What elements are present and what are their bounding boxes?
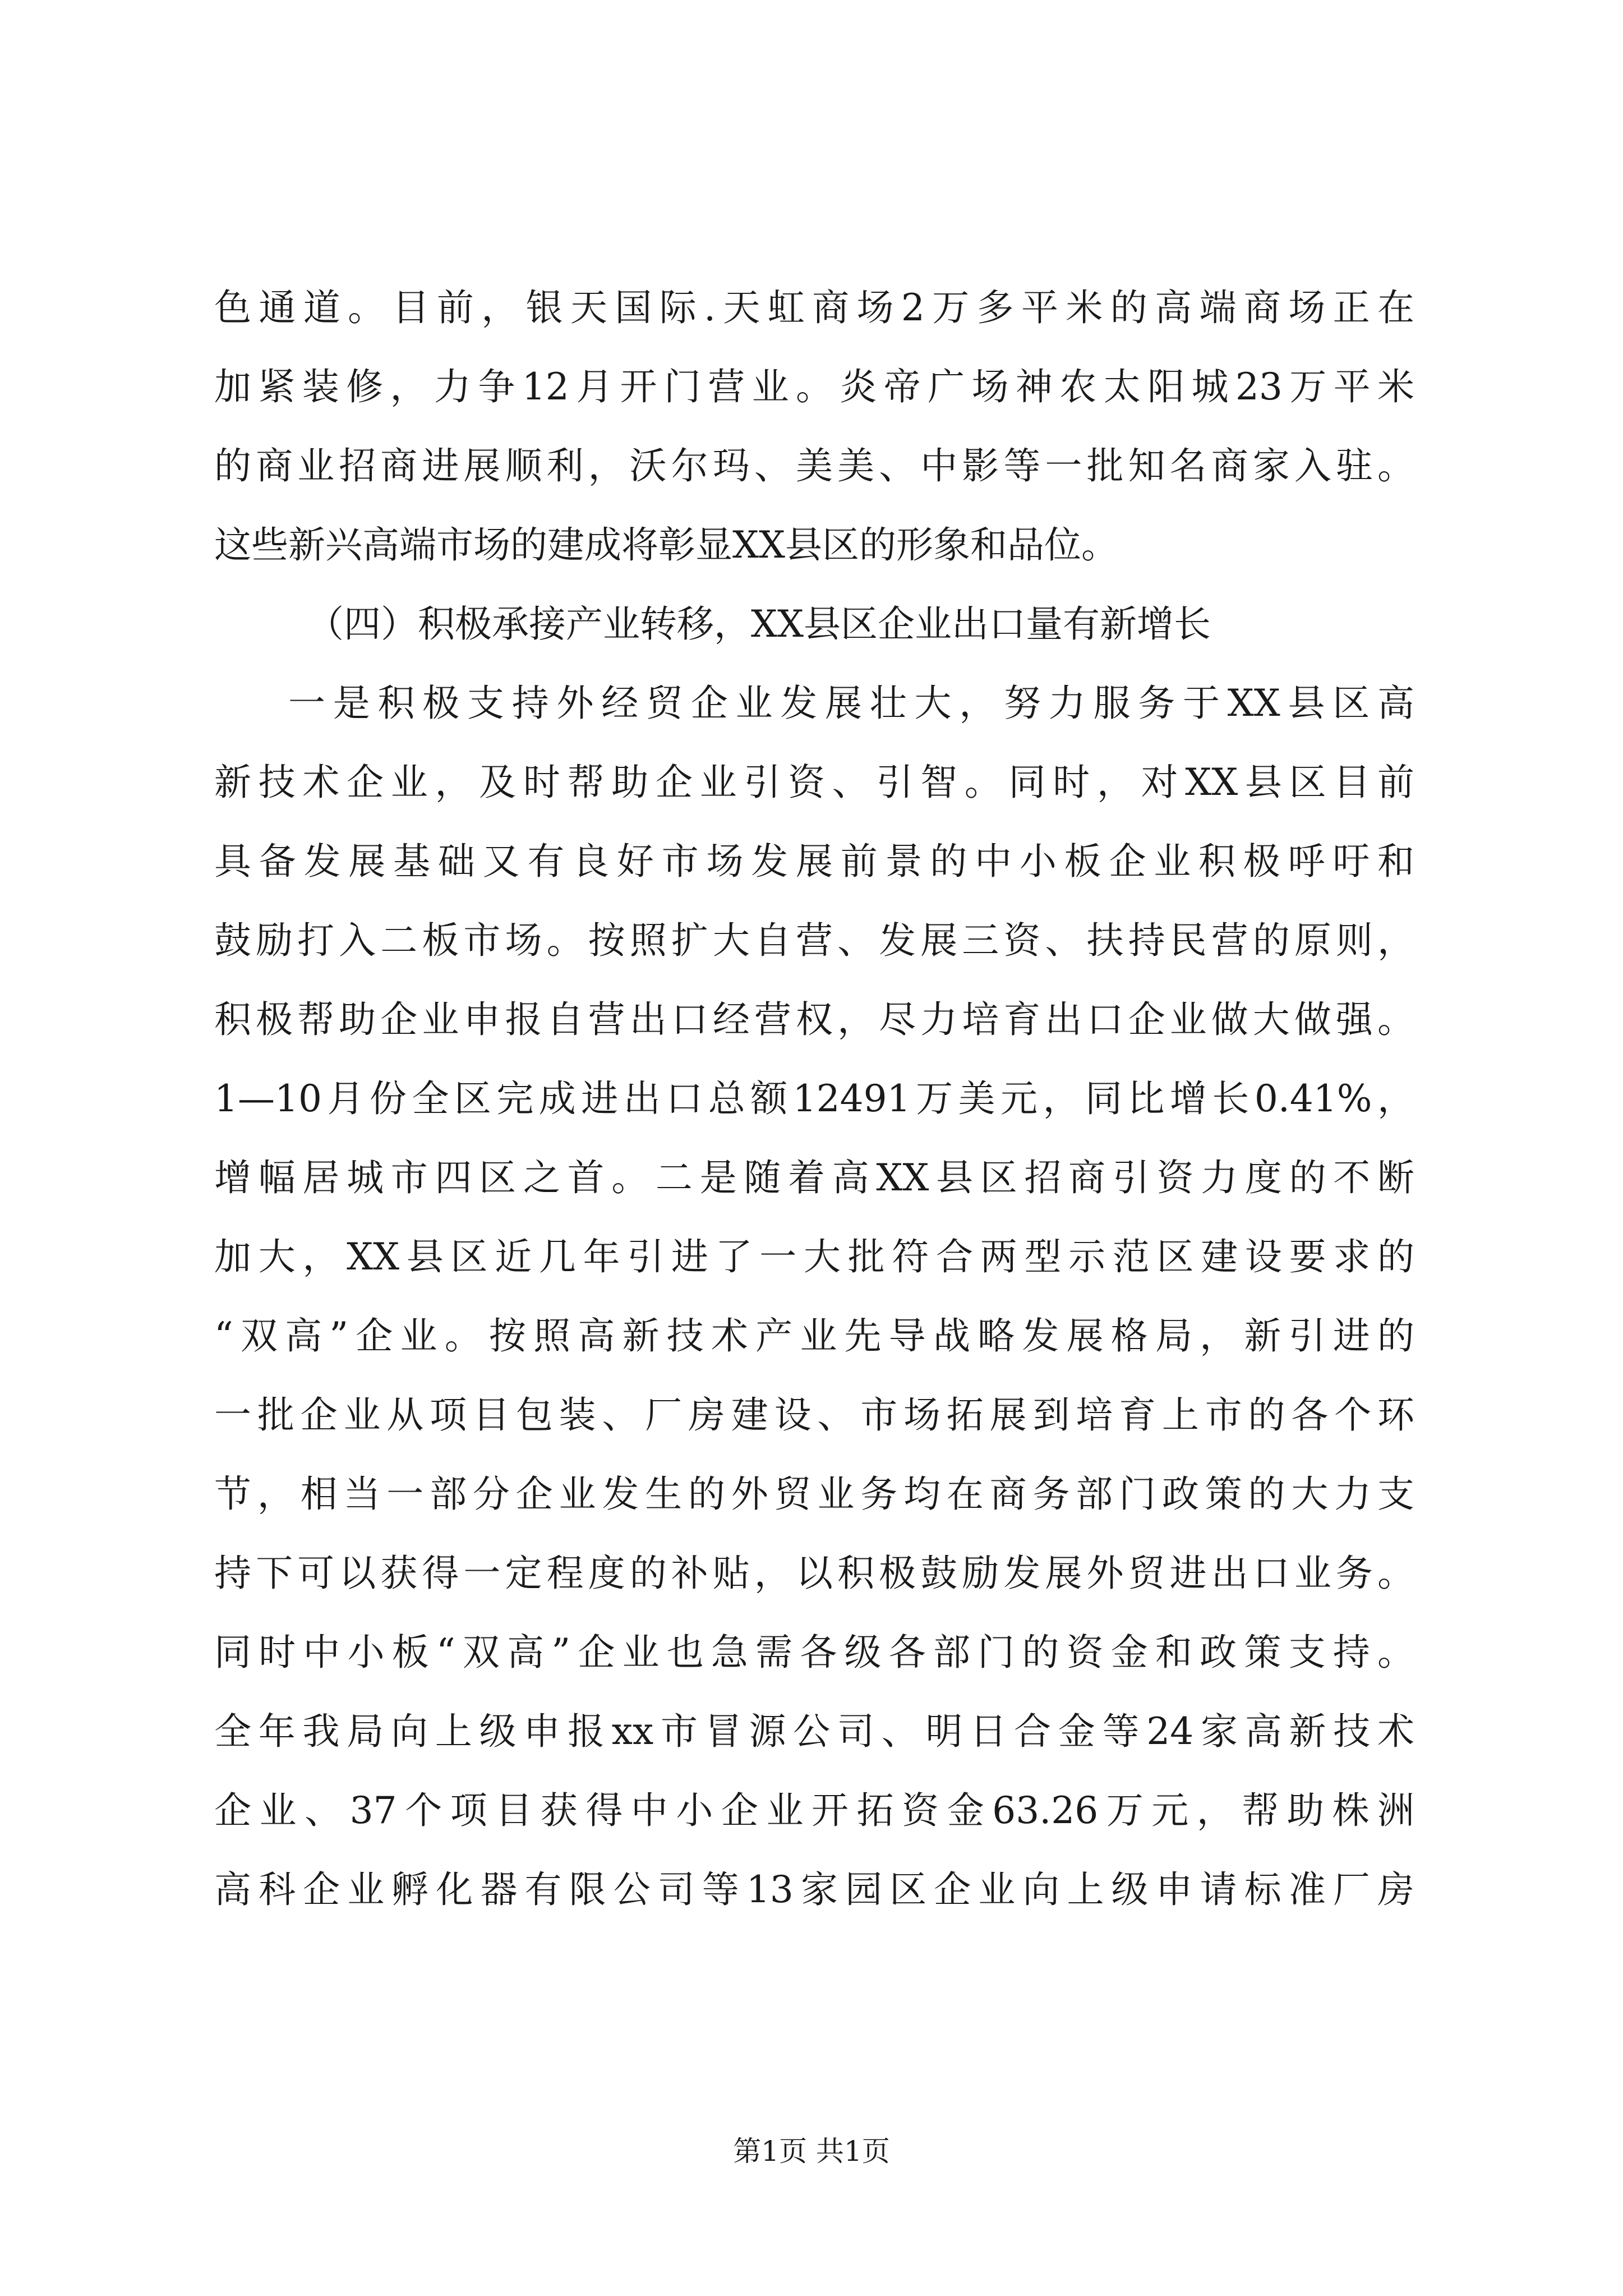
text-line: 积极帮助企业申报自营出口经营权，尽力培育出口企业做大做强。 (214, 998, 1414, 1041)
text-line: 加大，XX县区近几年引进了一大批符合两型示范区建设要求的 (214, 1235, 1414, 1278)
text-line: 持下可以获得一定程度的补贴，以积极鼓励发展外贸进出口业务。 (214, 1552, 1414, 1595)
text-line: 1—10月份全区完成进出口总额12491万美元，同比增长0.41%， (214, 1077, 1414, 1120)
text-line: 高科企业孵化器有限公司等13家园区企业向上级申请标准厂房 (214, 1868, 1414, 1911)
text-line: 的商业招商进展顺利，沃尔玛、美美、中影等一批知名商家入驻。 (214, 444, 1414, 487)
body-text (214, 268, 1414, 1929)
text-line: 一批企业从项目包装、厂房建设、市场拓展到培育上市的各个环 (214, 1393, 1414, 1437)
text-line: “双高”企业。按照高新技术产业先导战略发展格局，新引进的 (214, 1314, 1414, 1358)
text-line: 鼓励打入二板市场。按照扩大自营、发展三资、扶持民营的原则， (214, 919, 1414, 962)
text-line: 色通道。目前，银天国际.天虹商场2万多平米的高端商场正在 (214, 286, 1414, 329)
text-line: 增幅居城市四区之首。二是随着高XX县区招商引资力度的不断 (214, 1156, 1414, 1199)
text-line: 具备发展基础又有良好市场发展前景的中小板企业积极呼吁和 (214, 840, 1414, 883)
text-line: 全年我局向上级申报xx市冒源公司、明日合金等24家高新技术 (214, 1710, 1414, 1753)
text-line: 这些新兴高端市场的建成将彰显XX县区的形象和品位。 (214, 523, 1118, 567)
text-line: 同时中小板“双高”企业也急需各级各部门的资金和政策支持。 (214, 1631, 1414, 1674)
text-line: 节，相当一部分企业发生的外贸业务均在商务部门政策的大力支 (214, 1473, 1414, 1516)
section-heading: （四）积极承接产业转移，XX县区企业出口量有新增长 (307, 602, 1211, 646)
text-line: 企业、37个项目获得中小企业开拓资金63.26万元，帮助株洲 (214, 1789, 1414, 1832)
text-line: 一是积极支持外经贸企业发展壮大，努力服务于XX县区高 (288, 682, 1414, 725)
text-line: 新技术企业，及时帮助企业引资、引智。同时，对XX县区目前 (214, 761, 1414, 804)
page-number-footer: 第1页 共1页 (733, 2135, 890, 2168)
text-line: 加紧装修，力争12月开门营业。炎帝广场神农太阳城23万平米 (214, 365, 1414, 408)
